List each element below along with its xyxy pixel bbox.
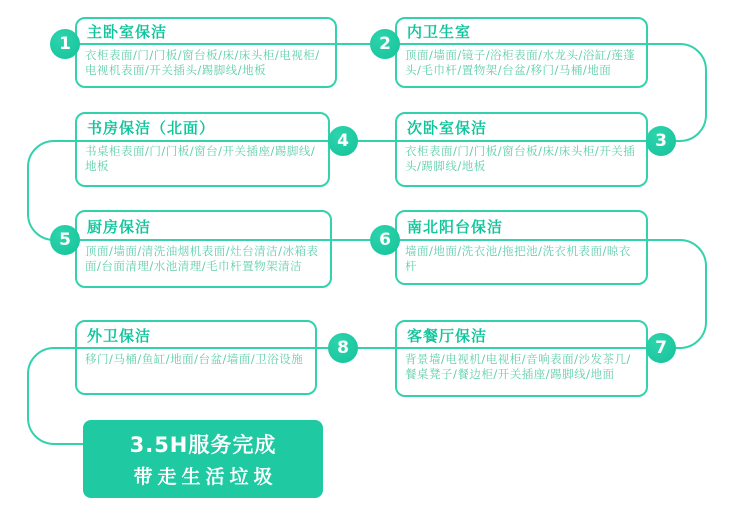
step-number-badge-7: 7 (646, 333, 676, 363)
step-number-badge-2: 2 (370, 29, 400, 59)
step-number-badge-3: 3 (646, 126, 676, 156)
completion-title: 3.5H服务完成 (129, 433, 277, 457)
step-box-outer-bathroom (75, 320, 317, 395)
step-title: 厨房保洁 (87, 217, 152, 236)
step-items: 衣柜表面/门/门板/窗台板/床/床头柜/开关插头/踢脚线/地板 (405, 144, 636, 173)
completion-subtitle: 带走生活垃圾 (133, 466, 278, 488)
step-items: 移门/马桶/鱼缸/地面/台盆/墙面/卫浴设施 (85, 352, 304, 366)
step-box-study (75, 112, 330, 187)
step-title: 书房保洁（北面） (87, 118, 216, 137)
step-items: 衣柜表面/门/门板/窗台板/床/床头柜/电视柜/电视机表面/开关插头/踢脚线/地板 (85, 48, 320, 77)
step-title: 南北阳台保洁 (407, 217, 504, 236)
step-number-badge-8: 8 (328, 333, 358, 363)
step-title: 客餐厅保洁 (407, 326, 488, 345)
step-number-badge-1: 1 (50, 29, 80, 59)
step-box-balcony (395, 210, 648, 285)
step-box-master-bedroom (75, 17, 337, 88)
step-items: 墙面/地面/洗衣池/拖把池/洗衣机表面/晾衣杆 (405, 244, 631, 273)
step-items: 书桌柜表面/门/门板/窗台/开关插座/踢脚线/地板 (85, 144, 316, 173)
step-items: 顶面/墙面/清洗油烟机表面/灶台清洁/冰箱表面/台面清理/水池清理/毛巾杆置物架清洁 (85, 244, 319, 273)
step-title: 外卫保洁 (87, 326, 152, 345)
step-items: 顶面/墙面/镜子/浴柜表面/水龙头/浴缸/莲蓬头/毛巾杆/置物架/台盆/移门/马桶/地面 (405, 48, 636, 77)
step-box-living-dining (395, 320, 648, 397)
step-title: 主卧室保洁 (87, 23, 168, 41)
step-box-kitchen (75, 210, 332, 288)
step-box-second-bedroom (395, 112, 648, 187)
step-box-inner-bathroom (395, 17, 648, 88)
completion-banner (83, 420, 323, 498)
step-number-badge-6: 6 (370, 225, 400, 255)
step-items: 背景墙/电视机/电视柜/音响表面/沙发茶几/餐桌凳子/餐边柜/开关插座/踢脚线/地面 (405, 352, 631, 381)
step-title: 次卧室保洁 (407, 118, 488, 137)
step-number-badge-5: 5 (50, 225, 80, 255)
step-title: 内卫生室 (407, 23, 472, 41)
step-number-badge-4: 4 (328, 126, 358, 156)
